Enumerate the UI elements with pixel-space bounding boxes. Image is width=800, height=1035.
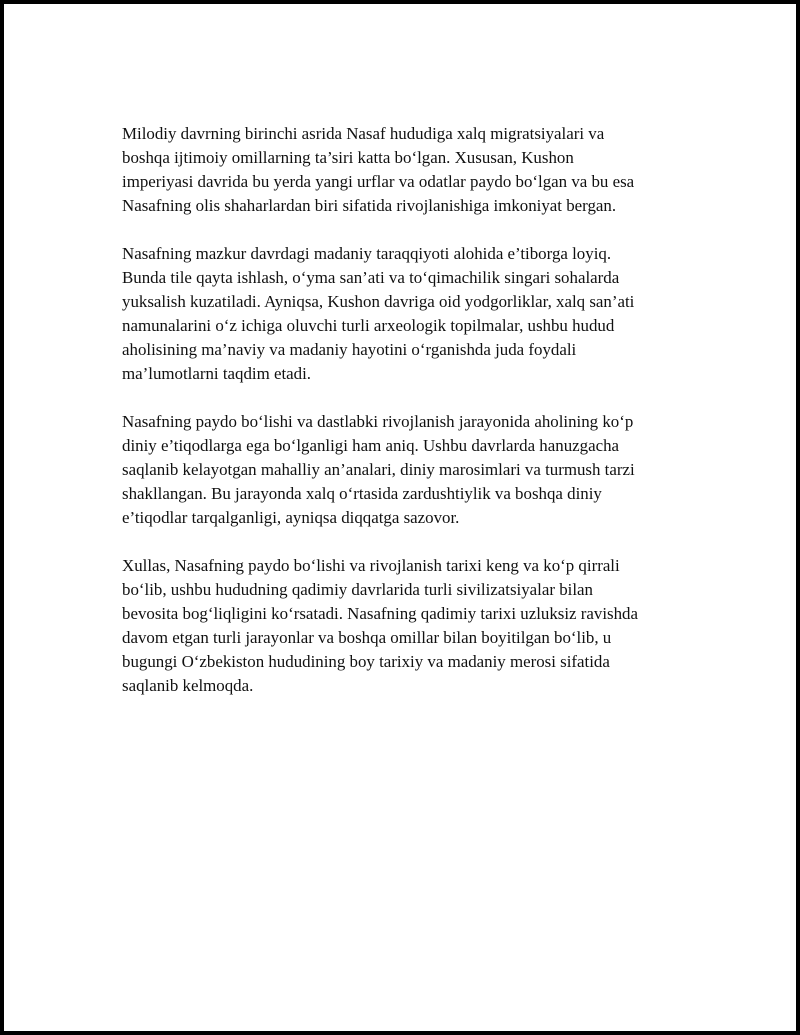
text-line: saqlanib kelmoqda. <box>122 676 254 695</box>
text-line: e’tiqodlar tarqalganligi, ayniqsa diqqatga sazovor. <box>122 508 460 527</box>
text-line: imperiyasi davrida bu yerda yangi urflar va odatlar paydo bo‘lgan va bu esa <box>122 172 635 191</box>
paragraph-1 <box>122 122 707 218</box>
paragraph-3 <box>122 410 707 530</box>
text-line: bugungi O‘zbekiston hududining boy tarixiy va madaniy merosi sifatida <box>122 652 610 671</box>
text-line: Milodiy davrning birinchi asrida Nasaf hududiga xalq migratsiyalari va <box>122 124 605 143</box>
paragraph-2 <box>122 242 707 386</box>
text-line: bevosita bog‘liqligini ko‘rsatadi. Nasafning qadimiy tarixi uzluksiz ravishda <box>122 604 638 623</box>
text-line: saqlanib kelayotgan mahalliy an’analari, diniy marosimlari va turmush tarzi <box>122 460 635 479</box>
document-body <box>122 122 707 722</box>
text-line: diniy e’tiqodlarga ega bo‘lganligi ham aniq. Ushbu davrlarda hanuzgacha <box>122 436 620 455</box>
text-line: ma’lumotlarni taqdim etadi. <box>122 364 312 383</box>
text-line: namunalarini o‘z ichiga oluvchi turli arxeologik topilmalar, ushbu hudud <box>122 316 615 335</box>
text-line: Xullas, Nasafning paydo bo‘lishi va rivojlanish tarixi keng va ko‘p qirrali <box>122 556 620 575</box>
text-line: davom etgan turli jarayonlar va boshqa omillar bilan boyitilgan bo‘lib, u <box>122 628 612 647</box>
text-line: bo‘lib, ushbu hududning qadimiy davrlarida turli sivilizatsiyalar bilan <box>122 580 593 599</box>
text-line: Nasafning paydo bo‘lishi va dastlabki rivojlanish jarayonida aholining ko‘p <box>122 412 634 431</box>
text-line: boshqa ijtimoiy omillarning ta’siri katta bo‘lgan. Xususan, Kushon <box>122 148 574 167</box>
text-line: Bunda tile qayta ishlash, o‘yma san’ati va to‘qimachilik singari sohalarda <box>122 268 620 287</box>
text-line: Nasafning olis shaharlardan biri sifatida rivojlanishiga imkoniyat bergan. <box>122 196 617 215</box>
text-line: Nasafning mazkur davrdagi madaniy taraqqiyoti alohida e’tiborga loyiq. <box>122 244 612 263</box>
paragraph-4 <box>122 554 707 698</box>
text-line: shakllangan. Bu jarayonda xalq o‘rtasida zardushtiylik va boshqa diniy <box>122 484 602 503</box>
text-line: aholisining ma’naviy va madaniy hayotini o‘rganishda juda foydali <box>122 340 577 359</box>
text-line: yuksalish kuzatiladi. Ayniqsa, Kushon davriga oid yodgorliklar, xalq san’ati <box>122 292 635 311</box>
